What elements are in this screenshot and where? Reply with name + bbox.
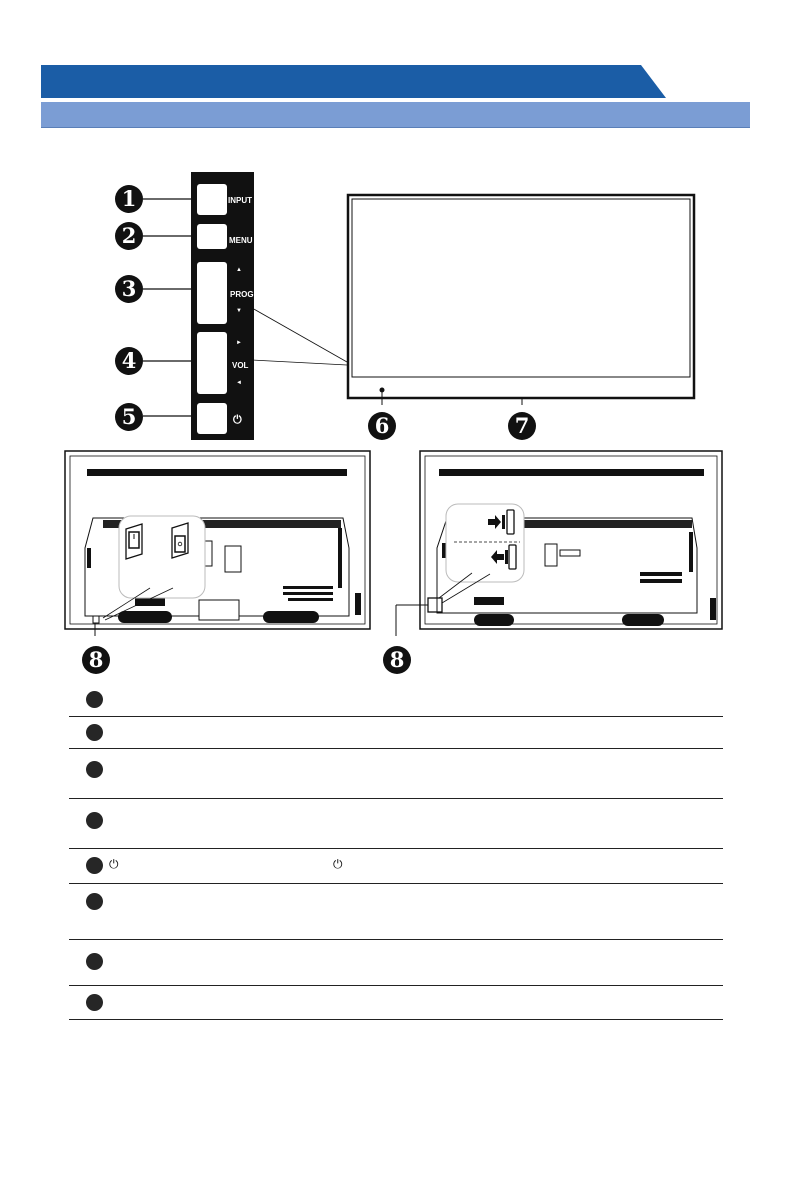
callout-2: 2 <box>115 222 143 250</box>
power-icon: ⏻ <box>333 857 343 871</box>
arrow-left-icon: ◄ <box>236 380 242 386</box>
tv-rear-diagram-right <box>392 448 727 636</box>
row-bullet <box>86 857 103 874</box>
table-row <box>69 717 723 749</box>
table-row <box>69 799 723 849</box>
subsection-header-bar <box>41 102 750 128</box>
table-row <box>69 849 723 884</box>
callout-5: 5 <box>115 403 143 431</box>
power-icon: ⏻ <box>233 413 242 426</box>
callout-8-right: 8 <box>383 646 411 674</box>
prog-label: PROG <box>230 290 254 299</box>
row-bullet <box>86 724 103 741</box>
table-row <box>69 986 723 1020</box>
input-label: INPUT <box>228 196 252 205</box>
table-row <box>69 884 723 940</box>
callout-6: 6 <box>368 412 396 440</box>
callout-1: 1 <box>115 185 143 213</box>
arrow-right-icon: ► <box>236 340 242 346</box>
table-row <box>69 683 723 717</box>
table-row <box>69 749 723 799</box>
arrow-up-icon: ▲ <box>236 267 242 273</box>
arrow-down-icon: ▼ <box>236 308 242 314</box>
control-panel-diagram <box>140 170 370 445</box>
callout-3: 3 <box>115 275 143 303</box>
row-bullet <box>86 893 103 910</box>
callout-4: 4 <box>115 347 143 375</box>
power-icon: ⏻ <box>109 857 119 871</box>
row-bullet <box>86 812 103 829</box>
row-bullet <box>86 691 103 708</box>
table-row <box>69 940 723 986</box>
vol-label: VOL <box>232 361 249 370</box>
row-bullet <box>86 761 103 778</box>
tv-front-diagram <box>345 190 700 410</box>
callout-8-left: 8 <box>82 646 110 674</box>
menu-label: MENU <box>229 236 253 245</box>
row-bullet <box>86 953 103 970</box>
callout-7: 7 <box>508 412 536 440</box>
section-header-bar <box>41 65 666 98</box>
tv-rear-diagram-left <box>63 448 375 636</box>
row-bullet <box>86 994 103 1011</box>
